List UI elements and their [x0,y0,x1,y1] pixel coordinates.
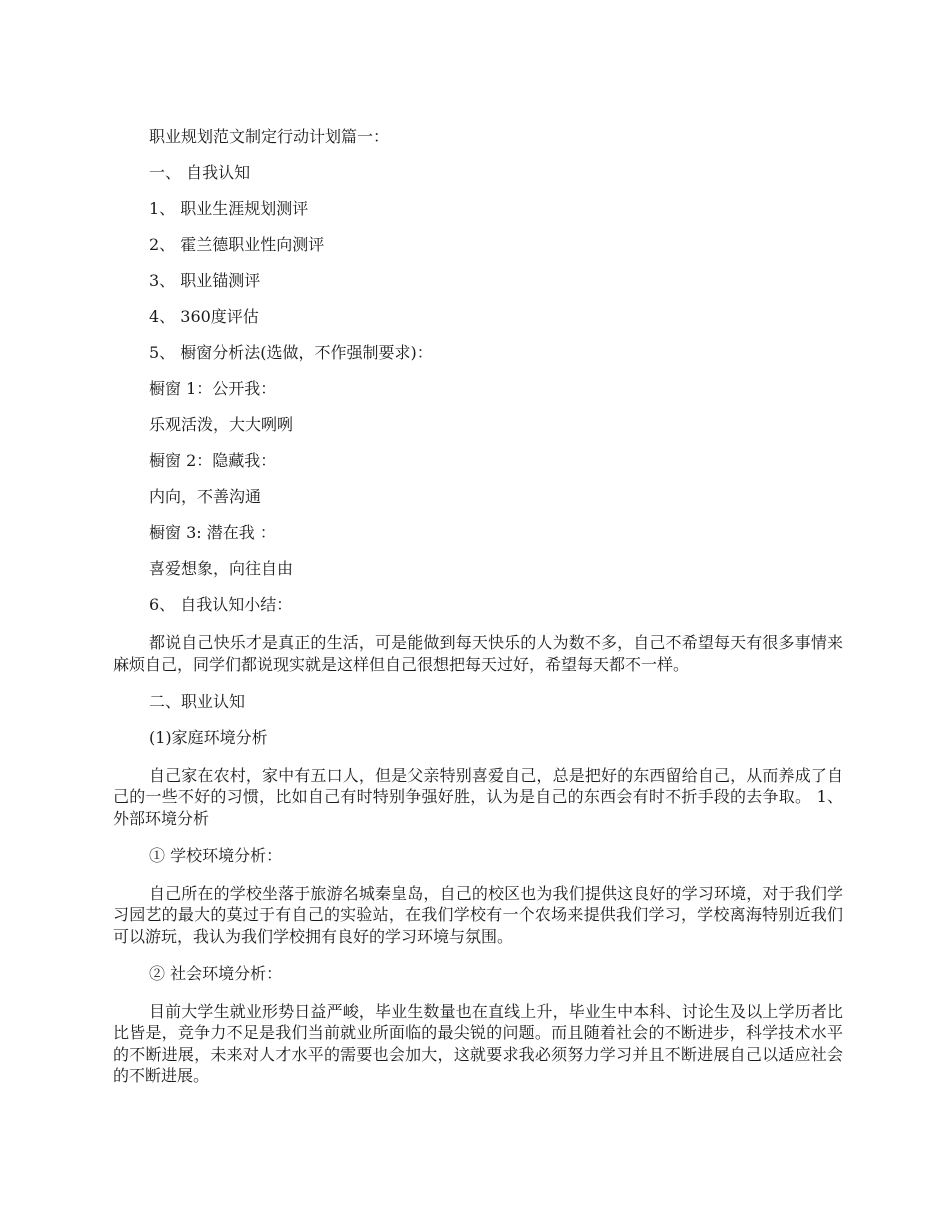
section-heading-career-cognition: 二、职业认知 [149,691,246,711]
window-2-text: 内向，不善沟通 [149,487,262,506]
window-1-label: 橱窗 1：公开我： [149,379,277,398]
section-heading-self-cognition: 一、 自我认知 [149,163,251,182]
list-item: 4、 360度评估 [149,307,259,326]
family-paragraph: 自己家在农村，家中有五口人，但是父亲特别喜爱自己，总是把好的东西留给自己，从而养成了自己的一些不好的习惯，比如自己有时特别争强好胜，认为是自己的东西会有时不折手段的去争取。 1、外部环境分析 [113,765,843,828]
window-3-text: 喜爱想象，向往自由 [149,559,294,578]
window-3-label: 橱窗 3: 潜在我 ： [149,523,276,542]
window-2-label: 橱窗 2：隐藏我： [149,451,277,470]
family-heading: (1)家庭环境分析 [149,727,268,747]
list-item: 2、 霍兰德职业性向测评 [149,235,325,254]
school-paragraph: 自己所在的学校坐落于旅游名城秦皇岛，自己的校区也为我们提供这良好的学习环境，对于我们学习园艺的最大的莫过于有自己的实验站，在我们学校有一个农场来提供我们学习，学校离海特别近我们可以游玩，我认为我们学校拥有良好的学习环境与氛围。 [113,883,843,946]
society-paragraph: 目前大学生就业形势日益严峻，毕业生数量也在直线上升，毕业生中本科、讨论生及以上学历者比比皆是，竞争力不足是我们当前就业所面临的最尖锐的问题。而且随着社会的不断进步，科学技术水平的不断进展，未来对人才水平的需要也会加大，这就要求我必须努力学习并且不断进展自己以适应社会的不断进展。 [113,1001,843,1085]
document-body [113,128,843,1104]
document-title: 职业规划范文制定行动计划篇一： [149,127,390,146]
window-1-text: 乐观活泼，大大咧咧 [149,415,294,434]
list-item: 1、 职业生涯规划测评 [149,199,309,218]
school-heading: ① 学校环境分析： [149,845,283,865]
summary-paragraph: 都说自己快乐才是真正的生活，可是能做到每天快乐的人为数不多，自己不希望每天有很多事情来麻烦自己，同学们都说现实就是这样但自己很想把每天过好，希望每天都不一样。 [113,633,843,674]
list-item: 5、 橱窗分析法(选做，不作强制要求)： [149,343,433,362]
summary-heading: 6、 自我认知小结： [149,595,293,614]
list-item: 3、 职业锚测评 [149,271,261,290]
society-heading: ② 社会环境分析： [149,963,283,983]
